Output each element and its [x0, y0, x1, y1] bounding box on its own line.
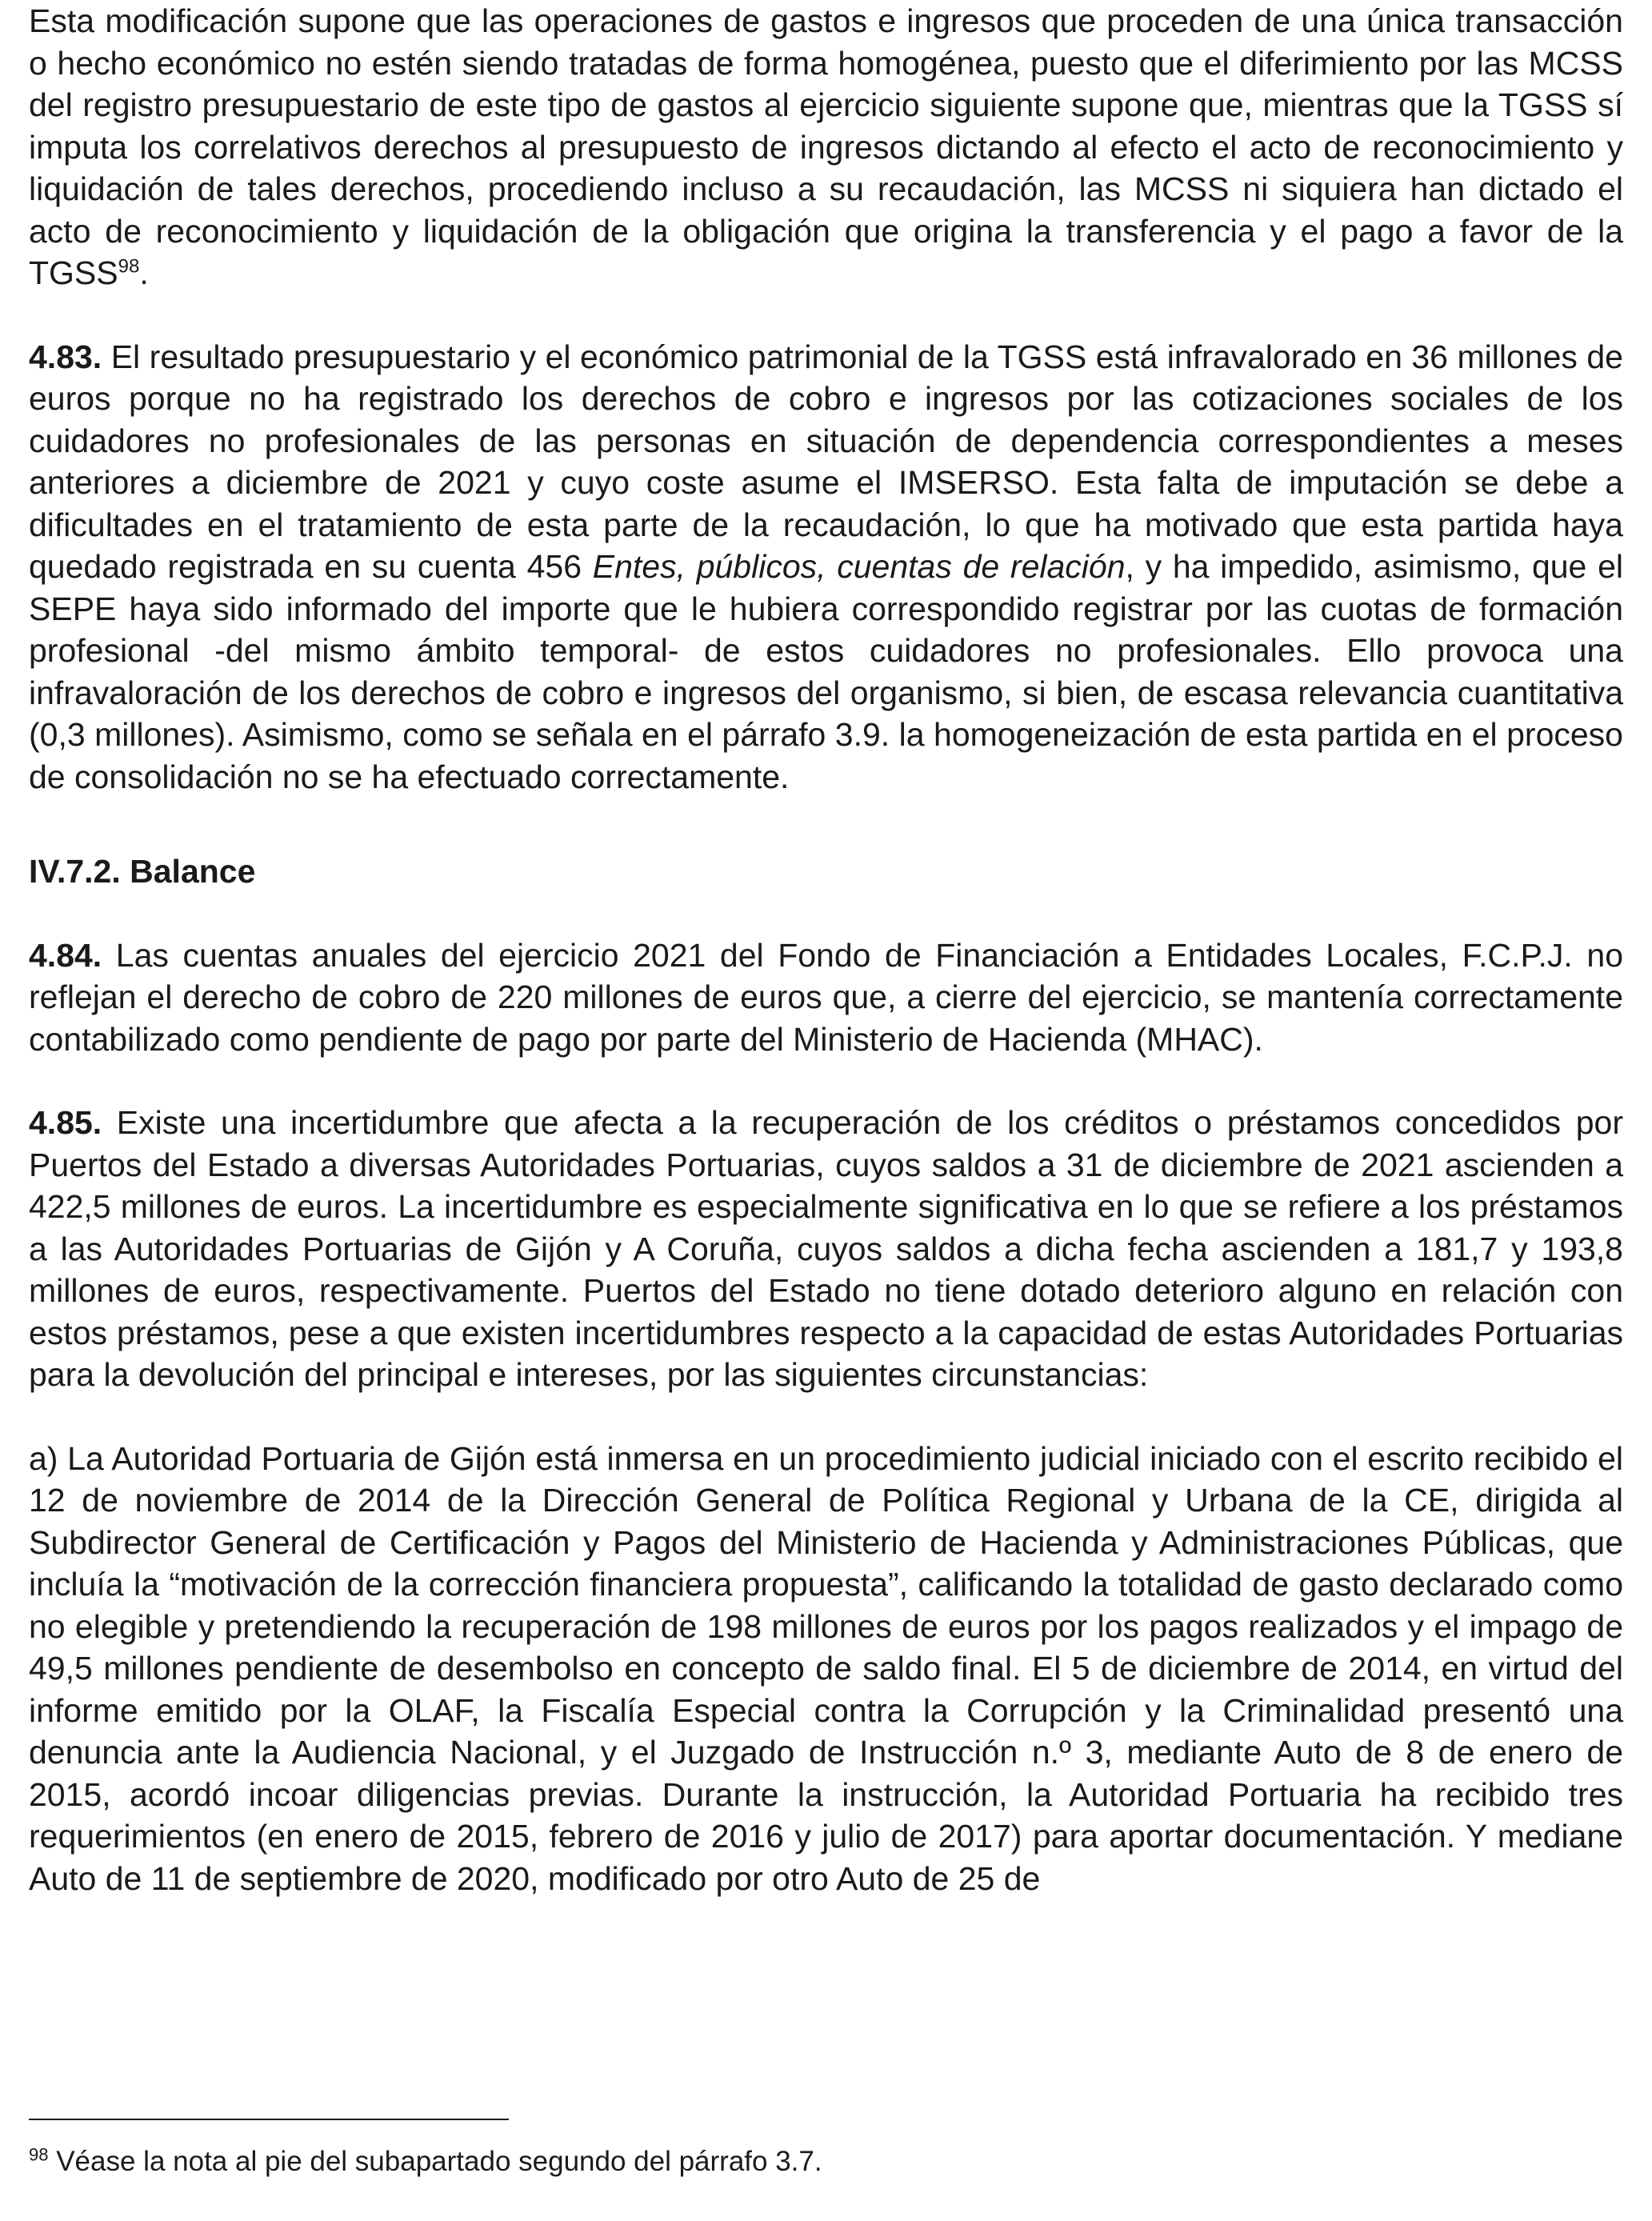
footnote-number: 98 — [29, 2144, 49, 2165]
paragraph-intro — [29, 0, 1623, 294]
paragraph-4-85 — [29, 1102, 1623, 1396]
p484-text: Las cuentas anuales del ejercicio 2021 del Fondo de Financiación a Entidades Locales, F.C.P.J. no reflejan el derecho de cobro de 220 millones de euros que, a cierre del ejercicio, se mantenía correctamente contabilizado como pendiente de pago por parte del Ministerio de Hacienda (MHAC). — [29, 936, 1623, 1058]
paragraph-4-83 — [29, 336, 1623, 798]
p483-italic-account-name: Entes, públicos, cuentas de relación — [592, 548, 1126, 585]
intro-text-b: . — [139, 254, 149, 291]
paragraph-number-4-84: 4.84. — [29, 936, 102, 974]
footnote-separator — [29, 2119, 509, 2120]
paragraph-item-a: a) La Autoridad Portuaria de Gijón está inmersa en un procedimiento judicial iniciado con el escrito recibido el 12 de noviembre de 2014 de la Dirección General de Política Regional y Urbana de la CE, dirigida al Subdirector General de Certificación y Pagos del Ministerio de Hacienda y Administraciones Públicas, que incluía la “motivación de la corrección financiera propuesta”, calificando la totalidad de gasto declarado como no elegible y pretendiendo la recuperación de 198 millones de euros por los pagos realizados y el impago de 49,5 millones pendiente de desembolso en concepto de saldo final. El 5 de diciembre de 2014, en virtud del informe emitido por la OLAF, la Fiscalía Especial contra la Corrupción y la Criminalidad presentó una denuncia ante la Audiencia Nacional, y el Juzgado de Instrucción n.º 3, mediante Auto de 8 de enero de 2015, acordó incoar diligencias previas. Durante la instrucción, la Autoridad Portuaria ha recibido tres requerimientos (en enero de 2015, febrero de 2016 y julio de 2017) para aportar documentación. Y mediane Auto de 11 de septiembre de 2020, modificado por otro Auto de 25 de — [29, 1439, 1623, 1897]
paragraph-number-4-85: 4.85. — [29, 1104, 102, 1141]
footnote — [29, 2144, 822, 2179]
paragraph-4-84 — [29, 934, 1623, 1061]
p485-text: Existe una incertidumbre que afecta a la recuperación de los créditos o préstamos concedidos por Puertos del Estado a diversas Autoridades Portuarias, cuyos saldos a 31 de diciembre de 2021 ascienden a 422,5 millones de euros. La incertidumbre es especialmente significativa en lo que se refiere a los préstamos a las Autoridades Portuarias de Gijón y A Coruña, cuyos saldos a dicha fecha ascienden a 181,7 y 193,8 millones de euros, respectivamente. Puertos del Estado no tiene dotado deterioro alguno en relación con estos préstamos, pese a que existen incertidumbres respecto a la capacidad de estas Autoridades Portuarias para la devolución del principal e intereses, por las siguientes circunstancias: — [29, 1104, 1623, 1393]
intro-text-a: Esta modificación supone que las operaciones de gastos e ingresos que proceden de una única transacción o hecho económico no estén siendo tratadas de forma homogénea, puesto que el diferimiento por las MCSS del registro presupuestario de este tipo de gastos al ejercicio siguiente supone que, mientras que la TGSS sí imputa los correlativos derechos al presupuesto de ingresos dictando al efecto el acto de reconocimiento y liquidación de tales derechos, procediendo incluso a su recaudación, las MCSS ni siquiera han dictado el acto de reconocimiento y liquidación de la obligación que origina la transferencia y el pago a favor de la TGSS — [29, 2, 1623, 291]
p483-text-a: El resultado presupuestario y el económico patrimonial de la TGSS está infravalorado en 36 millones de euros porque no ha registrado los derechos de cobro e ingresos por las cotizaciones sociales de los cuidadores no profesionales de las personas en situación de dependencia correspondientes a meses anteriores a diciembre de 2021 y cuyo coste asume el IMSERSO. Esta falta de imputación se debe a dificultades en el tratamiento de esta parte de la recaudación, lo que ha motivado que esta partida haya quedado registrada en su cuenta 456 — [29, 338, 1623, 585]
document-page — [29, 0, 1623, 1899]
footnote-text: Véase la nota al pie del subapartado segundo del párrafo 3.7. — [48, 2146, 822, 2177]
footnote-reference: 98 — [118, 255, 140, 278]
section-heading-balance: IV.7.2. Balance — [29, 853, 256, 890]
paragraph-number-4-83: 4.83. — [29, 338, 102, 375]
p483-text-b: , y ha impedido, asimismo, que el SEPE haya sido informado del importe que le hubiera correspondido registrar por las cuotas de formación profesional -del mismo ámbito temporal- de estos cuidadores no profesionales. Ello provoca una infravaloración de los derechos de cobro e ingresos del organismo, si bien, de escasa relevancia cuantitativa (0,3 millones). Asimismo, como se señala en el párrafo 3.9. la homogeneización de esta partida en el proceso de consolidación no se ha efectuado correctamente. — [29, 548, 1623, 795]
